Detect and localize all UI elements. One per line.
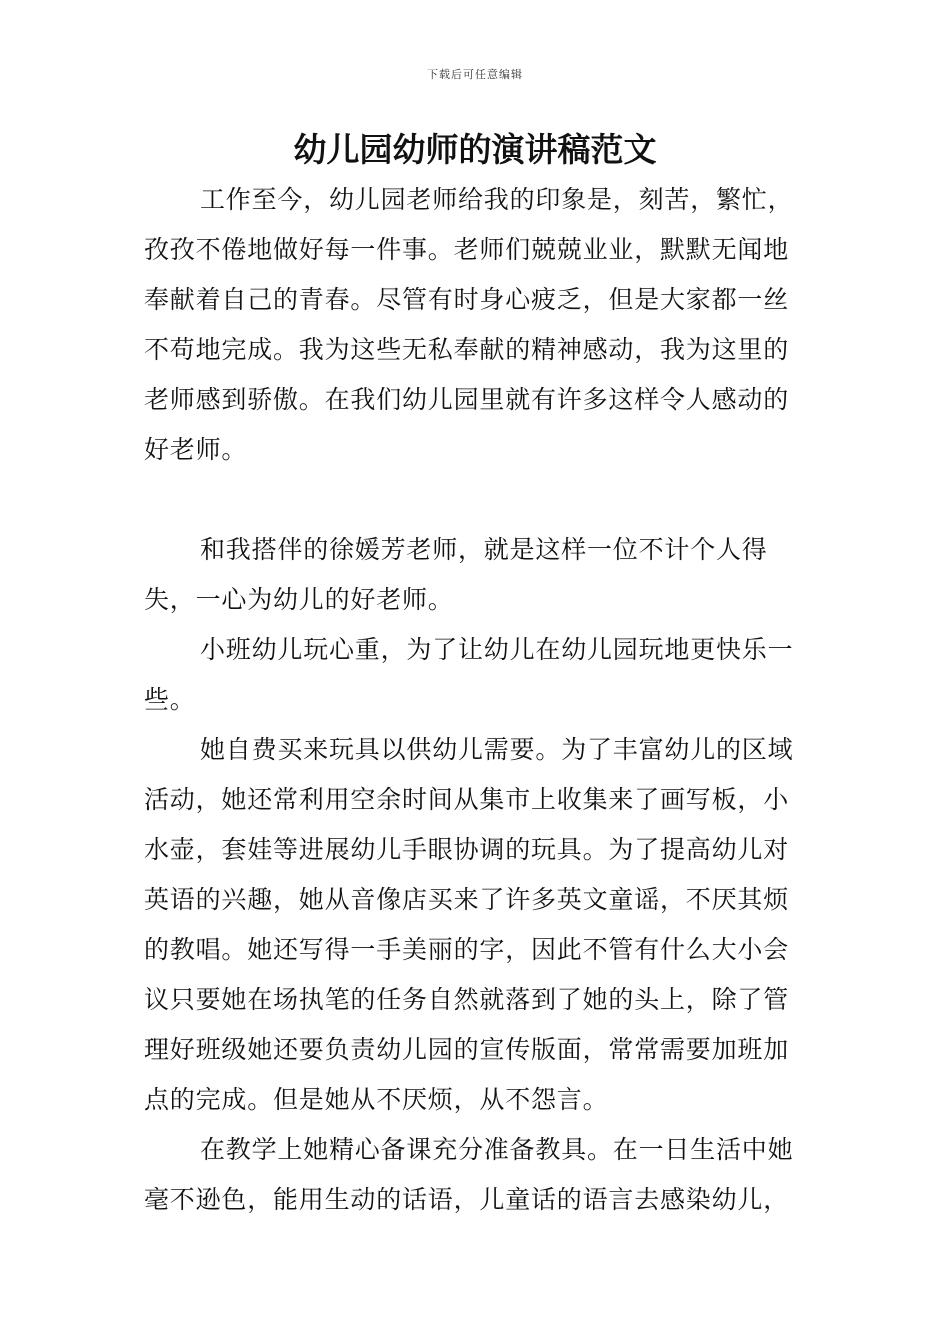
paragraph-gap (144, 475, 809, 525)
paragraph-2: 和我搭伴的徐媛芳老师，就是这样一位不计个人得失，一心为幼儿的好老师。 (144, 535, 768, 614)
paragraph-4: 她自费买来玩具以供幼儿需要。为了丰富幼儿的区域活动，她还常利用空余时间从集市上收集来了画写板，小水壶，套娃等进展幼儿手眼协调的玩具。为了提高幼儿对英语的兴趣，她从音像店买来了许多英文童谣，不厌其烦的教唱。她还写得一手美丽的字，因此不管有什么大小会议只要她在场执笔的任务自然就落到了她的头上，除了管理好班级她还要负责幼儿园的宣传版面，常常需要加班加点的完成。但是她从不厌烦，从不怨言。 (144, 735, 794, 1114)
paragraph-3: 小班幼儿玩心重，为了让幼儿在幼儿园玩地更快乐一些。 (144, 635, 794, 714)
header-note: 下载后可任意编辑 (427, 68, 523, 81)
paragraph-5: 在教学上她精心备课充分准备教具。在一日生活中她毫不逊色，能用生动的话语，儿童话的语言去感染幼儿， (144, 1135, 794, 1214)
document-title: 幼儿园幼师的演讲稿范文 (293, 130, 657, 169)
paragraph-1: 工作至今，幼儿园老师给我的印象是，刻苦，繁忙，孜孜不倦地做好每一件事。老师们兢兢业业，默默无闻地奉献着自己的青春。尽管有时身心疲乏，但是大家都一丝不苟地完成。我为这些无私奉献的精神感动，我为这里的老师感到骄傲。在我们幼儿园里就有许多这样令人感动的好老师。 (144, 185, 794, 464)
document-body (144, 175, 809, 1225)
